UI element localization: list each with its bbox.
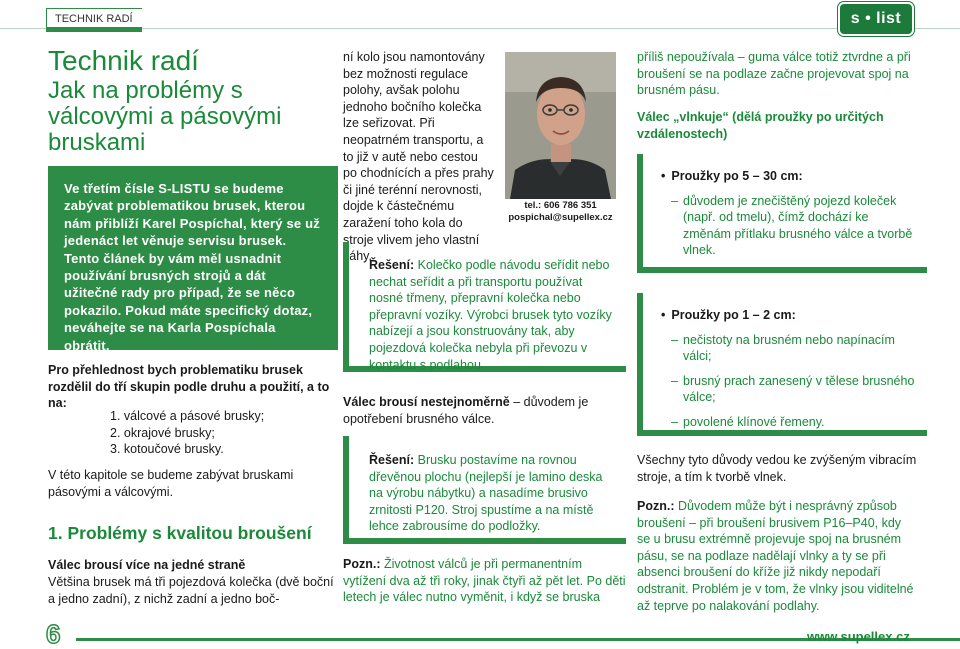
solution-text: Brusku postavíme na rovnou dřevěnou plochu (nejlepší je lamino deska na výrobu nábytku) a nasadíme brusivo zrnitosti P120. Stroj spustíme a na místě lehce zabrousíme do podložky.	[369, 453, 603, 534]
website-link[interactable]: www.supellex.cz	[807, 629, 910, 644]
page-number: 6	[46, 619, 61, 649]
technician-photo	[505, 52, 616, 199]
valec-paragraph	[343, 394, 626, 427]
sub-paragraph: Většina brusek má tři pojezdová kolečka (dvě boční a jedno zadní), z nichž zadní a jedno boč-	[48, 575, 334, 606]
section-tag: TECHNIK RADÍ	[46, 8, 142, 32]
box-heading: • Proužky po 5 – 30 cm:	[661, 168, 919, 185]
slist-logo: s • list	[840, 4, 912, 34]
list-item: – brusný prach zanesený v tělese brusného válce;	[661, 373, 919, 406]
sub-heading: Válec brousí více na jedné straně	[48, 558, 246, 572]
stripes-box-1	[637, 154, 927, 273]
solution-label: Řešení:	[369, 258, 415, 272]
list-item: – nečistoty na brusném nebo napínacím válci;	[661, 332, 919, 365]
groups-list	[110, 408, 264, 458]
note-label: Pozn.:	[637, 499, 675, 513]
box-heading: • Proužky po 1 – 2 cm:	[661, 307, 919, 324]
list-item: 3. kotoučové brusky.	[110, 442, 224, 457]
valec-label: Válec brousí nestejnoměrně	[343, 395, 510, 409]
article-title: Technik radí	[48, 45, 199, 76]
right-paragraph: příliš nepoužívala – guma válce totiž ztvrdne a při broušení se na podlaze začne projevovat spoj na brusném pásu.	[637, 50, 911, 98]
section-heading: 1. Problémy s kvalitou broušení	[48, 523, 312, 543]
intro-box: Ve třetím čísle S-LISTU se budeme zabývat problematikou brusek, kterou nám přiblíží Karel Pospíchal, který se už jedenáct let věnuje servisu brusek. Tento článek by vám měl usnadnit používání brusných strojů a dát užitečné rady pro případ, že se něco pokazilo. Pokud máte specifický dotaz, neváhejte se na Karla Pospíchala obrátit.	[48, 166, 338, 350]
note-paragraph	[637, 498, 917, 614]
caption-email: pospichal@supellex.cz	[508, 211, 613, 223]
solution-box-1	[343, 242, 626, 372]
right-heading: Válec „vlnkuje“ (dělá proužky po určitých vzdálenostech)	[637, 110, 884, 141]
groups-intro: Pro přehlednost bych problematiku brusek rozdělil do tří skupin podle druhu a použití, a to na:	[48, 363, 330, 411]
solution-label: Řešení:	[369, 453, 415, 467]
middle-paragraph: ní kolo jsou namontovány bez možnosti regulace polohy, avšak polohu jednoho bočního kolečka lze seřizovat. Při neopatrném transportu, a to již v autě nebo cestou po chodnících a přes prahy či jiné terénní nerovnosti, dojde k částečnému zaražení toho kola do stroje vlivem jeho vlastní váhy.	[343, 50, 494, 264]
chapter-note: V této kapitole se budeme zabývat bruskami pásovými a válcovými.	[48, 468, 294, 499]
note-paragraph	[343, 556, 626, 606]
note-label: Pozn.:	[343, 557, 381, 571]
list-item: 2. okrajové brusky;	[110, 425, 215, 440]
note-text: Životnost válců je při permanentním vytížení dva až tři roky, jinak čtyři až pět let. Po děti letech je válec nutno vyměnit, i když se bruska	[343, 557, 626, 605]
caption-phone: tel.: 606 786 351	[524, 200, 597, 211]
solution-box-2	[343, 436, 626, 544]
list-item: – důvodem je znečištěný pojezd koleček (např. od tmelu), čímž dochází ke změnám přítlaku brusného válce a tvorbě vlnek.	[661, 193, 919, 259]
valec-text: – důvodem je opotřebení brusného válce.	[343, 395, 589, 426]
list-item: 1. válcové a pásové brusky;	[110, 409, 265, 423]
header-rule	[0, 28, 960, 29]
vibration-paragraph: Všechny tyto důvody vedou ke zvýšeným vibracím stroje, a tím k tvorbě vlnek.	[637, 453, 917, 484]
list-item: – povolené klínové řemeny.	[661, 414, 919, 431]
article-subtitle: Jak na problémy s válcovými a pásovými bruskami	[48, 77, 282, 156]
stripes-box-2	[637, 293, 927, 436]
photo-caption	[505, 200, 616, 223]
solution-text: Kolečko podle návodu seřídit nebo nechat seřídit a při transportu používat nosné třmeny, přepravní kolečka nebo přepravní vozíky. Výrobci brusek tyto vozíky nabízejí a jsou konstruovány tak, aby pojezdová kolečka nebyla při převozu v kontaktu s podlahou.	[369, 258, 612, 372]
note-text: Důvodem může být i nesprávný způsob broušení – při broušení brusivem P16–P40, kdy se u brusu extrémně projevuje spoj na brusném pásu, se na podlaze nadělají vlnky a ty se při absenci broušení do kříže již nikdy nepodaří odstranit. Problém je v tom, že vlnky jsou viditelné až teprve po nalakování podlahy.	[637, 499, 914, 613]
